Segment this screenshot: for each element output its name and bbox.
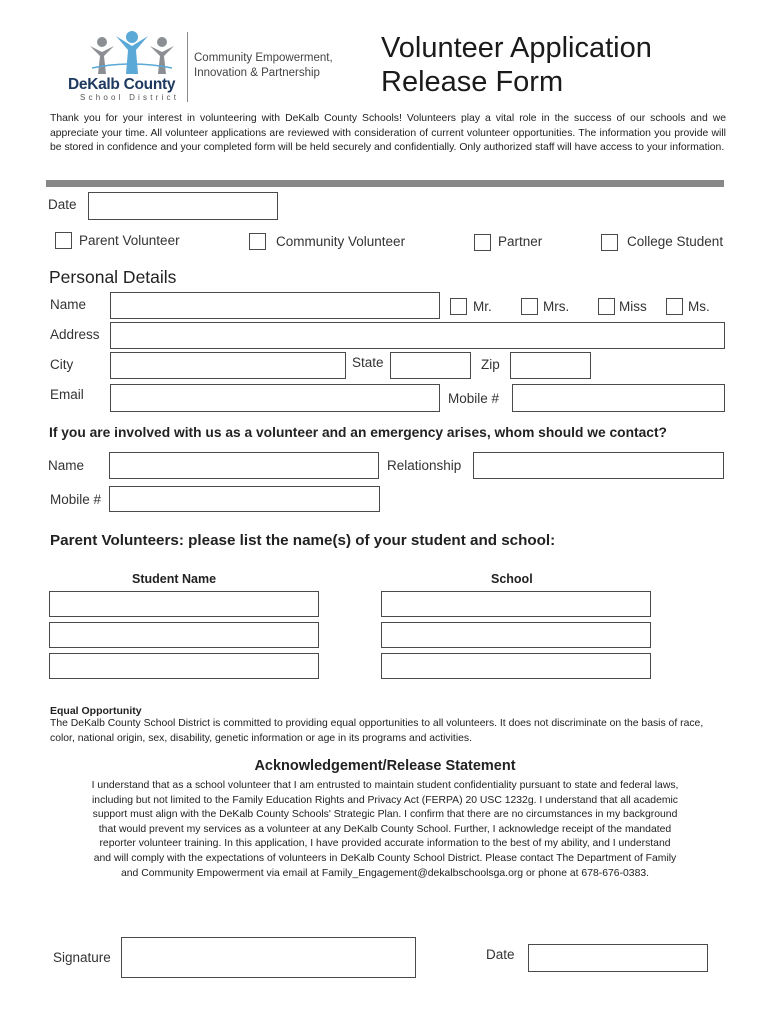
mobile-label: Mobile #	[448, 391, 500, 406]
date-input[interactable]	[88, 192, 278, 220]
name-input[interactable]	[110, 292, 440, 319]
address-input[interactable]	[110, 322, 725, 349]
mobile-input[interactable]	[512, 384, 725, 412]
acknowledgement-heading: Acknowledgement/Release Statement	[254, 758, 516, 774]
student-name-column: Student Name	[132, 572, 217, 586]
community-volunteer-checkbox[interactable]	[249, 233, 266, 250]
partner-checkbox[interactable]	[474, 234, 491, 251]
title-ms-checkbox[interactable]	[666, 298, 683, 315]
school-input-3[interactable]	[381, 653, 651, 679]
logo	[66, 30, 356, 102]
email-label: Email	[50, 387, 84, 402]
ack-line-7: and Community Empowerment via email at Family_Engagement@dekalbschoolsga.org or phone at 678-676-0383.	[120, 867, 650, 879]
intro-text: Thank you for your interest in volunteering with DeKalb County Schools! Volunteers play a vital role in the success of our schools and we appreciate your time. All volunteer applications are reviewed with consideration of current volunteer opportunities. The information you provide will be stored in confidence and your completed form will be held securely and confidentially. Only authorized staff will have access to your information.	[50, 113, 726, 154]
school-input-2[interactable]	[381, 622, 651, 648]
title-mr-label: Mr.	[473, 299, 492, 314]
partner-label: Partner	[498, 234, 543, 249]
title-mrs-label: Mrs.	[543, 299, 570, 314]
equal-opportunity-heading: Equal Opportunity	[50, 705, 142, 717]
email-input[interactable]	[110, 384, 440, 412]
ack-line-5: reporter volunteer training. In this application, I have provided accurate information to the best of my ability, and I understand	[99, 838, 671, 850]
emergency-name-input[interactable]	[109, 452, 379, 479]
logo-county: DeKalb County	[68, 76, 176, 93]
title-mrs-checkbox[interactable]	[521, 298, 538, 315]
ack-line-3: support must align with the DeKalb County Schools' Strategic Plan. I confirm that there are no circumstances in my background	[92, 809, 678, 821]
student-name-input-1[interactable]	[49, 591, 319, 617]
relationship-input[interactable]	[473, 452, 724, 479]
logo-tagline-2: Innovation & Partnership	[194, 67, 320, 79]
college-student-label: College Student	[627, 234, 724, 249]
name-label: Name	[50, 297, 87, 312]
school-column: School	[491, 572, 533, 586]
city-label: City	[50, 357, 74, 372]
page-title-line-1: Volunteer Application	[381, 32, 652, 64]
title-ms-label: Ms.	[688, 299, 710, 314]
volunteer-figures-icon	[86, 30, 178, 76]
city-input[interactable]	[110, 352, 346, 379]
ack-line-4: that would prevent my services as a volunteer at any DeKalb County School. Further, I acknowledge receipt of the mandated	[98, 823, 672, 835]
school-input-1[interactable]	[381, 591, 651, 617]
signature-date-input[interactable]	[528, 944, 708, 972]
emergency-mobile-label: Mobile #	[50, 492, 102, 507]
address-label: Address	[50, 327, 100, 342]
zip-input[interactable]	[510, 352, 591, 379]
state-input[interactable]	[390, 352, 471, 379]
ack-line-6: and will comply with the expectations of volunteers in DeKalb County School District. Please contact The Department of Family	[93, 852, 677, 864]
student-name-input-2[interactable]	[49, 622, 319, 648]
parent-volunteer-label: Parent Volunteer	[79, 233, 180, 248]
parent-heading: Parent Volunteers: please list the name(s) of your student and school:	[50, 532, 556, 549]
equal-opportunity-text: The DeKalb County School District is committed to providing equal opportunities to all volunteers. It does not discriminate on the basis of race, color, national origin, sex, disability, genetic information or age in its programs and activities.	[50, 718, 704, 744]
emergency-mobile-input[interactable]	[109, 486, 380, 512]
date-label: Date	[48, 197, 77, 212]
parent-volunteer-checkbox[interactable]	[55, 232, 72, 249]
college-student-checkbox[interactable]	[601, 234, 618, 251]
ack-line-2: including but not limited to the Family Education Rights and Privacy Act (FERPA) 20 USC 1232g. I understand that all academic	[91, 794, 679, 806]
logo-divider	[187, 32, 188, 102]
title-miss-checkbox[interactable]	[598, 298, 615, 315]
title-miss-label: Miss	[619, 299, 647, 314]
title-mr-checkbox[interactable]	[450, 298, 467, 315]
relationship-label: Relationship	[387, 458, 462, 473]
emergency-name-label: Name	[48, 458, 85, 473]
signature-input[interactable]	[121, 937, 416, 978]
personal-details-heading: Personal Details	[49, 267, 177, 287]
logo-tagline-1: Community Empowerment,	[194, 52, 333, 64]
signature-date-label: Date	[486, 947, 515, 962]
zip-label: Zip	[481, 357, 500, 372]
ack-line-1: I understand that as a school volunteer that I am entrusted to maintain student confidentiality pursuant to state and federal laws,	[91, 780, 679, 791]
signature-label: Signature	[53, 950, 111, 965]
student-name-input-3[interactable]	[49, 653, 319, 679]
section-divider	[46, 180, 724, 187]
page-title-line-2: Release Form	[381, 66, 564, 98]
logo-district: School District	[80, 93, 180, 102]
community-volunteer-label: Community Volunteer	[276, 234, 406, 249]
acknowledgement-text	[40, 779, 730, 881]
emergency-heading: If you are involved with us as a volunteer and an emergency arises, whom should we contact?	[49, 425, 667, 440]
state-label: State	[352, 355, 384, 370]
